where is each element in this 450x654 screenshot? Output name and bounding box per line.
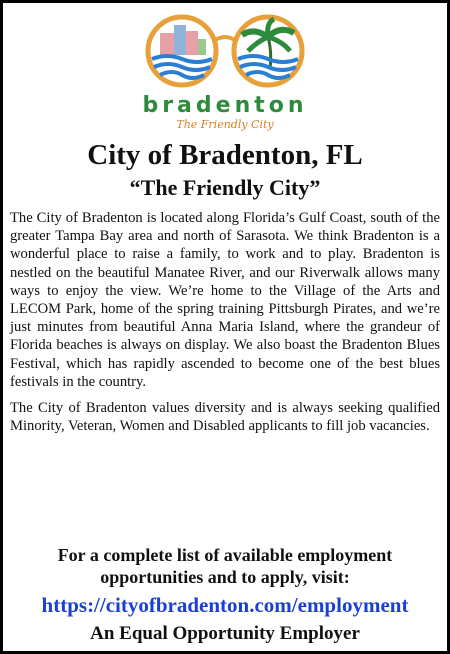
call-to-action	[3, 544, 447, 588]
bradenton-logo	[3, 11, 447, 135]
equal-opportunity-statement: An Equal Opportunity Employer	[90, 623, 360, 644]
intro-paragraph: The City of Bradenton is located along Florida’s Gulf Coast, south of the greater Tampa Bay area and north of Sarasota. We think Bradenton is a wonderful place to raise a family, to work and to play. Bradenton is nestled on the beautiful Manatee River, and our Riverwalk allows many ways to enjoy the view. We’re home to the Village of the Arts and LECOM Park, home of the spring training Pittsburgh Pirates, and we’re just minutes from beautiful Anna Maria Island, where the grandeur of Florida beaches is always on display. We also boast the Bradenton Blues Festival, which has rapidly ascended to become one of the best blues festivals in the country.	[10, 210, 440, 390]
page-subtitle: “The Friendly City”	[129, 175, 321, 200]
body-copy	[10, 209, 440, 443]
logo-brand-text: bradenton	[142, 93, 308, 118]
page-title: City of Bradenton, FL	[87, 139, 363, 171]
logo-tagline: The Friendly City	[176, 118, 274, 131]
cta-line-2: opportunities and to apply, visit:	[100, 567, 350, 587]
employment-link[interactable]: https://cityofbradenton.com/employment	[41, 593, 409, 617]
diversity-paragraph: The City of Bradenton values diversity and is always seeking qualified Minority, Veteran, Women and Disabled applicants to fill job vacancies.	[10, 400, 440, 435]
cta-line-1: For a complete list of available employment	[57, 545, 393, 565]
sunglasses-logo-icon	[130, 11, 320, 91]
